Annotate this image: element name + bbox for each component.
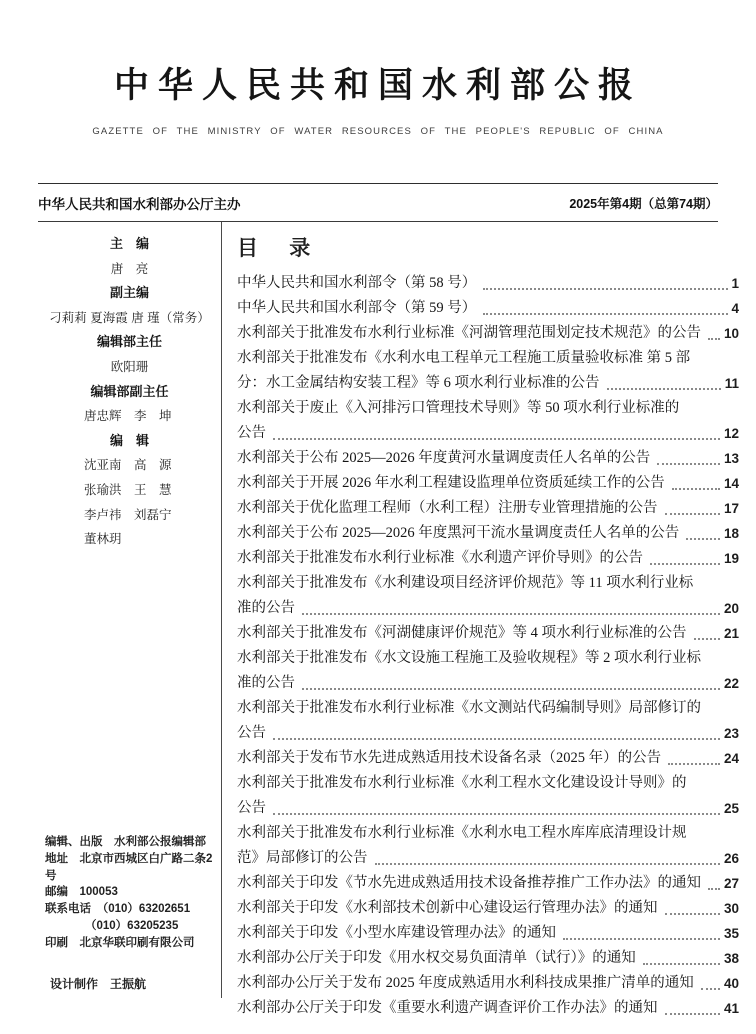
toc-page-number: 18 [724,526,740,541]
toc-entry-last-line [237,846,739,871]
toc-entry-last-line [237,546,739,571]
dot-leader [668,746,720,765]
toc-entry-last-line [237,496,739,521]
toc-entry-first-line: 水利部关于批准发布《水文设施工程施工及验收规程》等 2 项水利行业标 [237,650,701,666]
editorial-board-row: 副主编 [109,285,149,301]
toc-entry-list [237,271,739,1021]
toc-entry-last-line [237,621,739,646]
toc-entry-text: 水利部关于印发《节水先进成熟适用技术设备推荐推广工作办法》的通知 [237,875,701,891]
editorial-board-row: 欧阳珊 [110,359,149,374]
toc-entry-first-line: 水利部关于批准发布《水利水电工程单元工程施工质量验收标准 第 5 部 [237,350,691,366]
dot-leader [375,846,721,865]
imprint-lines [45,834,217,952]
toc-entry-text: 水利部关于批准发布水利行业标准《河湖管理范围划定技术规范》的公告 [237,325,701,341]
toc-page-number: 19 [724,551,740,566]
publication-bar [38,183,718,222]
toc-page-number: 35 [724,926,740,941]
editorial-board-row: 张瑜洪 王 慧 [84,482,172,497]
toc-entry-last-line [237,871,739,896]
toc-page-number: 20 [724,601,740,616]
toc-entry [237,746,739,771]
editorial-board-row: 刁莉莉 夏海霞 唐 瑾（常务） [49,310,210,325]
toc-page-number: 10 [724,326,740,341]
toc-entry-text: 范》局部修订的公告 [237,850,368,866]
imprint-line: 邮编 100053 [45,886,118,899]
editorial-board-row: 主 编 [109,236,149,251]
toc-entry-last-line [237,971,739,996]
dot-leader [563,921,720,940]
dot-leader [302,671,720,690]
masthead [0,0,756,137]
dot-leader [665,896,721,915]
dot-leader [273,721,720,740]
toc-entry-first-line: 水利部关于批准发布水利行业标准《水文测站代码编制导则》局部修订的 [237,700,701,716]
toc-entry-text: 水利部关于开展 2026 年水利工程建设监理单位资质延续工作的公告 [237,475,665,491]
dot-leader [708,871,720,890]
imprint-line: 编辑、出版 水利部公报编辑部 [45,836,206,848]
toc-entry-last-line [237,421,739,446]
toc-page-number: 17 [724,501,740,516]
toc-entry [237,396,739,446]
toc-entry [237,896,739,921]
toc-entry [237,446,739,471]
dot-leader [672,471,720,490]
toc-entry-text: 水利部关于印发《水利部技术创新中心建设运行管理办法》的通知 [237,900,658,916]
dot-leader [657,446,720,465]
toc-page-number: 27 [724,876,740,891]
toc-title: 目 录 [237,236,324,260]
toc-entry [237,771,739,821]
toc-entry-last-line [237,521,739,546]
toc-entry-text: 分：水工金属结构安装工程》等 6 项水利行业标准的公告 [237,375,600,391]
toc-page-number: 41 [724,1001,740,1016]
toc-entry [237,821,739,871]
toc-entry-text: 中华人民共和国水利部令（第 59 号） [237,300,477,316]
toc-entry-first-line: 水利部关于废止《入河排污口管理技术导则》等 50 项水利行业标准的 [237,400,680,416]
editorial-board-row: 董林玥 [84,532,122,547]
imprint-line: 联系电话 （010）63202651 [45,903,191,916]
dot-leader [701,971,720,990]
dot-leader [643,946,720,965]
toc-page-number: 30 [724,901,740,916]
toc-page-number: 22 [724,676,740,691]
toc-entry [237,496,739,521]
toc-entry [237,646,739,696]
dot-leader [650,546,720,565]
dot-leader [694,621,721,640]
toc-entry-last-line [237,371,739,396]
dot-leader [665,996,721,1015]
toc-entry-last-line [237,596,739,621]
toc-entry [237,271,739,296]
toc-entry-text: 公告 [237,725,266,741]
toc-entry-last-line [237,671,739,696]
dot-leader [686,521,720,540]
imprint-block [45,834,217,992]
page-subtitle-english: GAZETTE OF THE MINISTRY OF WATER RESOURCES OF THE PEOPLE'S REPUBLIC OF CHINA [92,126,664,137]
toc-entry-last-line [237,896,739,921]
toc-entry-last-line [237,796,739,821]
toc-page-number: 12 [724,426,740,441]
toc-entry-text: 公告 [237,425,266,441]
toc-entry-last-line [237,471,739,496]
toc-entry-last-line [237,921,739,946]
dot-leader [273,796,720,815]
toc-entry [237,971,739,996]
toc-page-number: 11 [724,376,740,391]
toc-entry-last-line [237,296,739,321]
toc-entry-text: 中华人民共和国水利部令（第 58 号） [237,275,477,291]
editorial-board-row: 唐忠辉 李 坤 [84,409,172,424]
toc-entry-text: 水利部办公厅关于印发《用水权交易负面清单（试行）》的通知 [237,950,636,966]
toc-entry-text: 水利部关于优化监理工程师（水利工程）注册专业管理措施的公告 [237,500,658,516]
editorial-board-list [38,222,221,552]
dot-leader [665,496,721,515]
toc-entry [237,321,739,346]
editorial-board-row: 编 辑 [109,432,149,448]
toc-entry [237,296,739,321]
toc-page-number: 13 [724,451,740,466]
imprint-line: 印刷 北京华联印刷有限公司 [45,936,195,949]
toc-page-number: 26 [724,851,740,866]
toc-page-number: 23 [724,726,740,741]
toc-entry-text: 水利部关于批准发布水利行业标准《水利遗产评价导则》的公告 [237,550,643,566]
editorial-sidebar [38,222,222,998]
toc-entry [237,521,739,546]
editorial-board-row: 唐 亮 [110,261,149,276]
toc-entry [237,696,739,746]
dot-leader [302,596,720,615]
toc-page-number: 14 [724,476,740,491]
dot-leader [483,296,727,315]
toc-entry-first-line: 水利部关于批准发布水利行业标准《水利工程水文化建设设计导则》的 [237,775,687,791]
toc-entry-text: 准的公告 [237,675,295,691]
toc-entry-text: 公告 [237,800,266,816]
toc-entry [237,471,739,496]
toc-entry-text: 水利部办公厅关于发布 2025 年度成熟适用水利科技成果推广清单的通知 [237,975,694,991]
toc-entry-first-line: 水利部关于批准发布《水利建设项目经济评价规范》等 11 项水利行业标 [237,575,694,591]
editorial-board-row: 编辑部主任 [96,334,162,350]
toc-entry-last-line [237,721,739,746]
issue-number-text: 2025年第4期（总第74期） [569,196,718,211]
toc-page-number: 24 [724,751,740,766]
toc-entry-text: 水利部关于公布 2025—2026 年度黑河干流水量调度责任人名单的公告 [237,525,680,541]
imprint-line: 地址 北京市西城区白广路二条2号 [45,852,213,882]
toc-page-number: 1 [731,276,740,291]
toc-entry-last-line [237,946,739,971]
publisher-text: 中华人民共和国水利部办公厅主办 [38,196,241,212]
page-title: 中华人民共和国水利部公报 [113,66,642,105]
toc-entry [237,621,739,646]
content-area [38,222,740,1016]
editorial-board-row: 沈亚南 高 源 [84,458,172,473]
toc-page-number: 21 [724,626,740,641]
design-credit: 设计制作 王振航 [50,976,147,991]
table-of-contents [222,222,745,1016]
toc-entry-text: 准的公告 [237,600,295,616]
dot-leader [607,371,721,390]
toc-entry [237,921,739,946]
toc-page-number: 40 [724,976,740,991]
toc-page-number: 38 [724,951,740,966]
toc-entry-last-line [237,271,739,296]
toc-entry-text: 水利部关于批准发布《河湖健康评价规范》等 4 项水利行业标准的公告 [237,625,687,641]
toc-entry-last-line [237,446,739,471]
toc-entry [237,871,739,896]
imprint-line: （010）63205235 [85,919,179,932]
toc-entry-first-line: 水利部关于批准发布水利行业标准《水利水电工程水库库底清理设计规 [237,825,687,841]
dot-leader [708,321,720,340]
toc-entry-last-line [237,746,739,771]
toc-page-number: 25 [724,801,740,816]
dot-leader [483,271,727,290]
toc-entry-last-line [237,321,739,346]
toc-entry [237,946,739,971]
editorial-board-row: 编辑部副主任 [90,383,169,399]
toc-entry-last-line [237,996,739,1021]
toc-entry [237,546,739,571]
toc-entry-text: 水利部关于发布节水先进成熟适用技术设备名录（2025 年）的公告 [237,750,662,766]
toc-entry [237,996,739,1021]
dot-leader [273,421,720,440]
toc-entry [237,571,739,621]
toc-entry-text: 水利部关于公布 2025—2026 年度黄河水量调度责任人名单的公告 [237,450,651,466]
editorial-board-row: 李卢祎 刘磊宁 [84,507,172,522]
toc-page-number: 4 [731,301,740,316]
toc-entry-text: 水利部关于印发《小型水库建设管理办法》的通知 [237,925,556,941]
toc-entry [237,346,739,396]
toc-entry-text: 水利部办公厅关于印发《重要水利遗产调查评价工作办法》的通知 [237,1000,658,1016]
